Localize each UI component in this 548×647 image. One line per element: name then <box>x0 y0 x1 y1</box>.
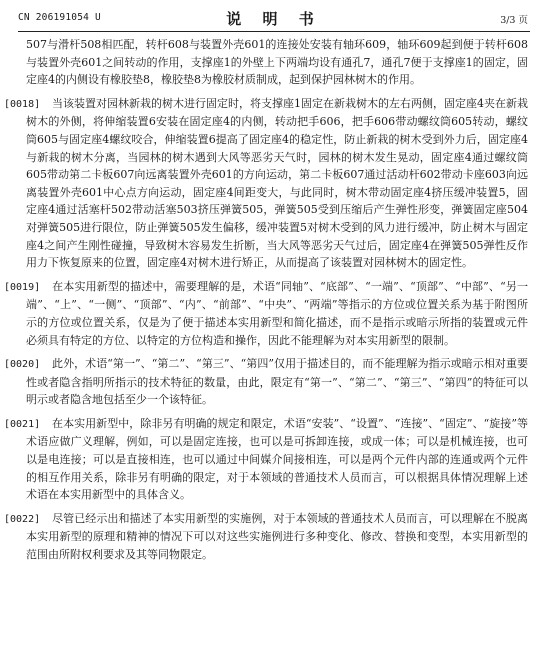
paragraph-text: 507与滑杆508相匹配，转杆608与装置外壳601的连接处安装有轴环609，轴环609起到便于转杆608与装置外壳601之间转动的作用，支撑座1的外壁上下两端均设有通孔7，通孔7便于支撑座1的固定，固定座4的内侧设有橡胶垫8，橡胶垫8为橡胶材质制成，起到保护园林树木的作用。 <box>26 38 528 87</box>
paragraph-text: 尽管已经示出和描述了本实用新型的实施例，对于本领域的普通技术人员而言，可以理解在不脱离本实用新型的原理和精神的情况下可以对这些实施例进行多种变化、修改、替换和变型，本实用新型的范围由所附权利要求及其等同物限定。 <box>26 511 528 562</box>
paragraph-0018 <box>4 95 528 272</box>
paragraph-text: 当该装置对园林新栽的树木进行固定时，将支撑座1固定在新栽树木的左右两侧，固定座4夹在新栽树木的外侧，将伸缩装置6安装在固定座4的内侧，转动把手606，把手606带动螺纹筒605转动，螺纹筒605与固定座4螺纹咬合，伸缩装置6提高了固定座4的稳定性，防止新栽的树木受到外力后，固定座4与新栽的树木分离，当园林的树木遇到大风等恶劣天气时，园林的树木发生晃动，固定座4通过螺纹筒605带动第二卡板607向远离装置外壳601的方向运动，第二卡板607通过活动杆602带动卡座603向远离装置外壳601中心点方向运动，固定座4间距变大，与此同时，树木带动固定座4挤压缓冲装置5，固定座4通过活塞杆502带动活塞503挤压弹簧505，弹簧505受到压缩后产生弹性形变，弹簧固定座504对弹簧505进行限位，防止弹簧505发生偏移，缓冲装置5对树木受到的风力进行缓冲，防止树木与固定座4之间产生刚性碰撞，导致树木容易发生折断，当大风等恶劣天气过后，固定座4在弹簧505弹性反作用力下恢复原来的位置，固定座4对树木进行矫正，从而提高了该装置对园林树木的固定性。 <box>26 96 528 270</box>
paragraph-0021 <box>4 415 528 504</box>
paragraph-continuation <box>26 36 528 89</box>
page-header <box>18 8 530 28</box>
publication-number: CN 206191054 U <box>18 12 101 23</box>
paragraph-number: [0018] <box>4 98 41 110</box>
paragraph-0020 <box>4 355 528 409</box>
header-divider <box>18 31 530 32</box>
page-number: 3/3 页 <box>500 15 528 26</box>
paragraph-number: [0022] <box>4 513 41 525</box>
paragraph-text: 在本实用新型中，除非另有明确的规定和限定，术语“安装”、“设置”、“连接”、“固定”、“旋接”等术语应做广义理解，例如，可以是固定连接，也可以是可拆卸连接，或成一体；可以是机械连接，也可以是电连接；可以是直接相连，也可以通过中间媒介间接相连，可以是两个元件内部的连通或两个元件的相互作用关系，除非另有明确的限定，对于本领域的普通技术人员而言，可以根据具体情况理解上述术语在本实用新型中的具体含义。 <box>26 416 528 502</box>
paragraph-0022 <box>4 510 528 564</box>
paragraph-number: [0021] <box>4 418 41 430</box>
paragraph-text: 在本实用新型的描述中，需要理解的是，术语“同轴”、“底部”、“一端”、“顶部”、“中部”、“另一端”、“上”、“一侧”、“顶部”、“内”、“前部”、“中央”、“两端”等指示的方位或位置关系为基于附图所示的方位或位置关系，仅是为了便于描述本实用新型和简化描述，而不是指示或暗示所指的装置或元件必须具有特定的方位、以特定的方位构造和操作，因此不能理解为对本实用新型的限制。 <box>26 279 528 347</box>
document-title: 说 明 书 <box>226 10 322 28</box>
document-body <box>4 36 528 570</box>
paragraph-number: [0020] <box>4 359 41 371</box>
paragraph-number: [0019] <box>4 281 41 293</box>
paragraph-text: 此外，术语“第一”、“第二”、“第三”、“第四”仅用于描述目的，而不能理解为指示或暗示相对重要性或者隐含指明所指示的技术特征的数量，由此，限定有“第一”、“第二”、“第三”、“第四”的特征可以明示或者隐含地包括至少一个该特征。 <box>26 357 528 407</box>
paragraph-0019 <box>4 278 528 349</box>
